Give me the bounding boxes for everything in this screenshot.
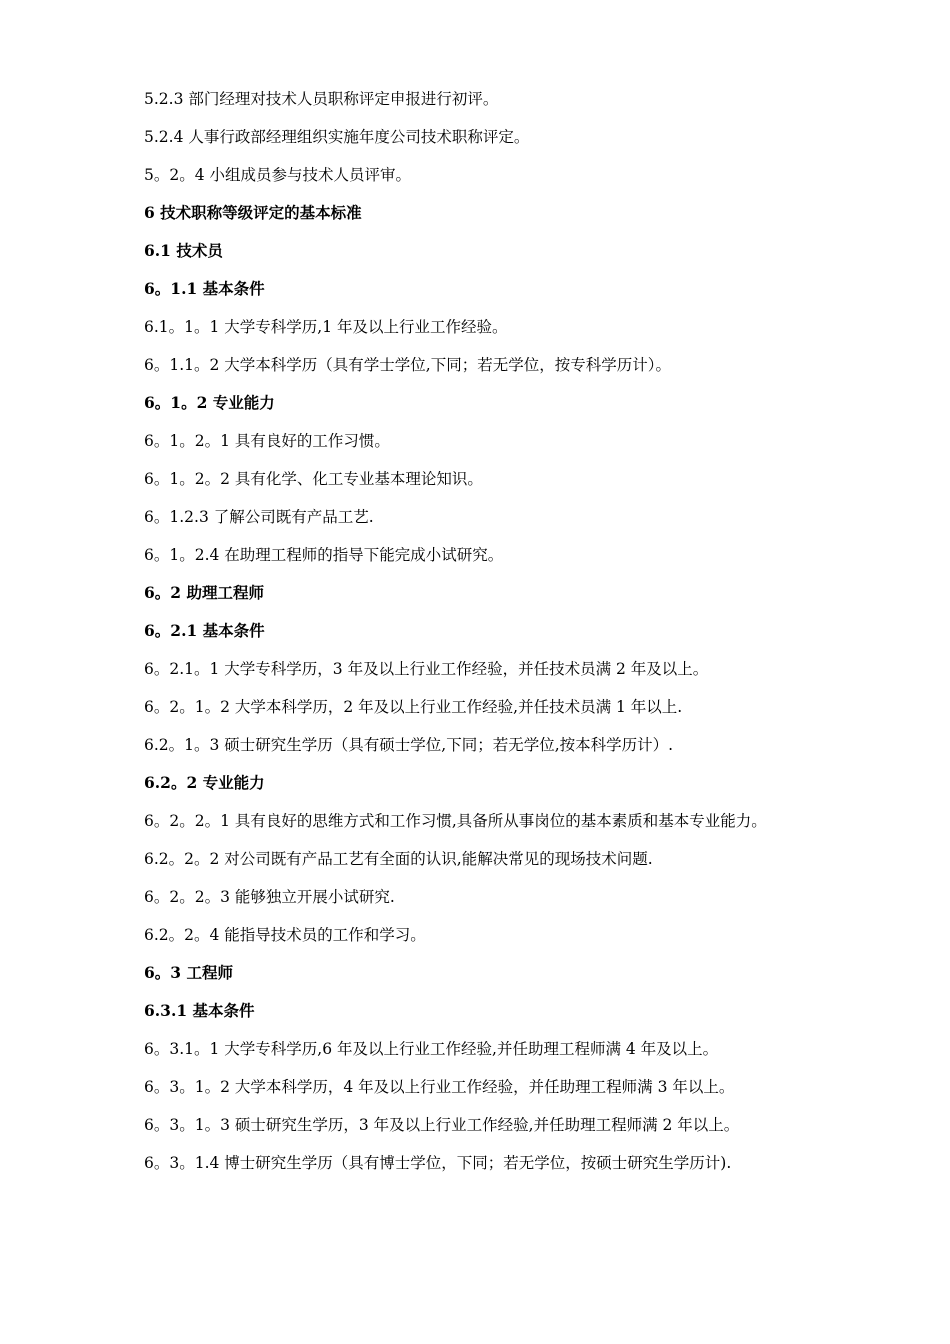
heading-6-3: 6。3 工程师 (144, 963, 233, 982)
clause-6-2-1-2: 6。2。1。2 大学本科学历，2 年及以上行业工作经验,并任技术员满 1 年以上. (144, 698, 683, 716)
clause-5-2-4: 5.2.4 人事行政部经理组织实施年度公司技术职称评定。 (144, 128, 530, 146)
clause-6-1-2-3: 6。1.2.3 了解公司既有产品工艺. (144, 508, 374, 526)
document-body (144, 80, 816, 1182)
clause-6-1-2-1: 6。1。2。1 具有良好的工作习惯。 (144, 432, 390, 450)
clause-5-2-4-b: 5。2。4 小组成员参与技术人员评审。 (144, 166, 412, 184)
clause-6-2-1-1: 6。2.1。1 大学专科学历，3 年及以上行业工作经验，并任技术员满 2 年及以上。 (144, 660, 709, 678)
heading-6-2-2: 6.2。2 专业能力 (144, 773, 265, 792)
heading-6-1-1: 6。1.1 基本条件 (144, 279, 265, 298)
clause-6-3-1-1: 6。3.1。1 大学专科学历,6 年及以上行业工作经验,并任助理工程师满 4 年及以上。 (144, 1040, 719, 1058)
clause-6-1-1-2: 6。1.1。2 大学本科学历（具有学士学位,下同；若无学位，按专科学历计）。 (144, 356, 671, 374)
clause-6-2-2-3: 6。2。2。3 能够独立开展小试研究. (144, 888, 395, 906)
clause-6-2-2-1: 6。2。2。1 具有良好的思维方式和工作习惯,具备所从事岗位的基本素质和基本专业能力。 (144, 812, 767, 830)
clause-6-2-2-2: 6.2。2。2 对公司既有产品工艺有全面的认识,能解决常见的现场技术问题. (144, 850, 653, 868)
heading-6-2-1: 6。2.1 基本条件 (144, 621, 265, 640)
clause-6-1-2-2: 6。1。2。2 具有化学、化工专业基本理论知识。 (144, 470, 483, 488)
heading-6: 6 技术职称等级评定的基本标准 (144, 203, 362, 222)
clause-6-1-1-1: 6.1。1。1 大学专科学历,1 年及以上行业工作经验。 (144, 318, 508, 336)
heading-6-2: 6。2 助理工程师 (144, 583, 264, 602)
clause-6-3-1-3: 6。3。1。3 硕士研究生学历，3 年及以上行业工作经验,并任助理工程师满 2 年以上。 (144, 1116, 740, 1134)
clause-6-1-2-4: 6。1。2.4 在助理工程师的指导下能完成小试研究。 (144, 546, 504, 564)
heading-6-1-2: 6。1。2 专业能力 (144, 393, 275, 412)
clause-6-3-1-2: 6。3。1。2 大学本科学历，4 年及以上行业工作经验，并任助理工程师满 3 年以上。 (144, 1078, 735, 1096)
heading-6-3-1: 6.3.1 基本条件 (144, 1001, 255, 1020)
clause-6-2-1-3: 6.2。1。3 硕士研究生学历（具有硕士学位,下同；若无学位,按本科学历计）. (144, 736, 674, 754)
clause-5-2-3: 5.2.3 部门经理对技术人员职称评定申报进行初评。 (144, 90, 499, 108)
clause-6-3-1-4: 6。3。1.4 博士研究生学历（具有博士学位，下同；若无学位，按硕士研究生学历计). (144, 1154, 732, 1172)
clause-6-2-2-4: 6.2。2。4 能指导技术员的工作和学习。 (144, 926, 426, 944)
heading-6-1: 6.1 技术员 (144, 241, 223, 260)
